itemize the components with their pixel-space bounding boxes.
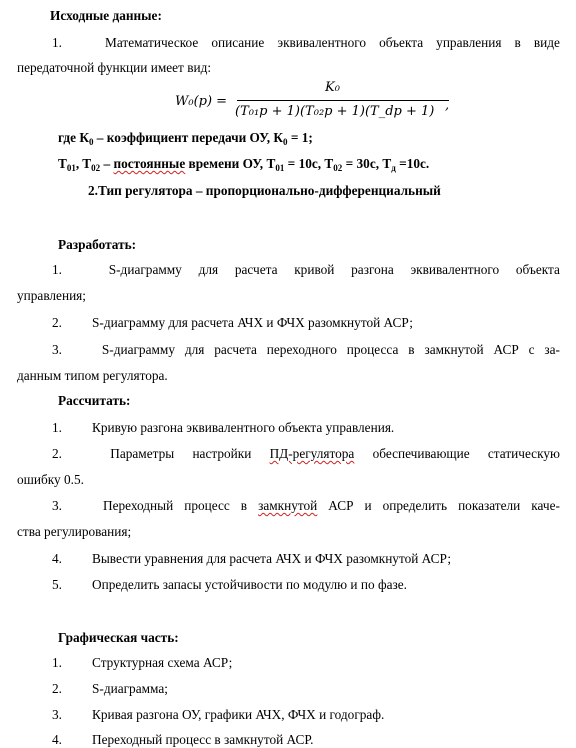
word: расчета bbox=[234, 262, 278, 277]
word: объекта bbox=[379, 35, 424, 50]
item-number: 1. bbox=[52, 262, 62, 277]
item-number: 1. bbox=[52, 655, 62, 670]
item-number: 4. bbox=[52, 732, 62, 747]
develop-item-1 bbox=[52, 262, 560, 278]
text: – bbox=[100, 156, 114, 171]
source-item-1-cont: передаточной функции имеет вид: bbox=[17, 60, 212, 75]
subscript: 01 bbox=[66, 163, 76, 173]
item-number: 3. bbox=[52, 498, 62, 513]
text: где К bbox=[58, 130, 89, 145]
item-text: Определить запасы устойчивости по модулю и по фазе. bbox=[92, 577, 407, 592]
word: определить bbox=[382, 498, 448, 513]
calc-item-5 bbox=[52, 577, 407, 593]
fraction-bar bbox=[237, 100, 449, 101]
word: описание bbox=[211, 35, 265, 50]
word: в bbox=[514, 35, 521, 50]
formula-tail: , bbox=[445, 98, 450, 113]
graph-item-3 bbox=[52, 707, 384, 723]
word: АСР bbox=[493, 342, 519, 357]
develop-item-3-cont: данным типом регулятора. bbox=[17, 368, 168, 383]
word: с bbox=[528, 342, 535, 357]
text: =10с. bbox=[395, 156, 430, 171]
word: для bbox=[198, 262, 219, 277]
word: замкнутой bbox=[258, 498, 318, 513]
item-number: 1. bbox=[52, 35, 62, 50]
item-text: S-диаграмму для расчета АЧХ и ФЧХ разомкнутой АСР; bbox=[92, 315, 413, 330]
item-text: Кривую разгона эквивалентного объекта управления. bbox=[92, 420, 395, 435]
word: Параметры bbox=[110, 446, 175, 461]
word: объекта bbox=[515, 262, 560, 277]
subscript: 02 bbox=[91, 163, 101, 173]
text: = 10с, T bbox=[284, 156, 334, 171]
subscript: 0 bbox=[283, 137, 288, 147]
word: статическую bbox=[487, 446, 560, 461]
word: расчета bbox=[214, 342, 257, 357]
word: Переходный bbox=[103, 498, 174, 513]
item-text: Переходный процесс в замкнутой АСР. bbox=[92, 732, 314, 747]
word: S-диаграмму bbox=[108, 262, 182, 277]
word: управления bbox=[436, 35, 502, 50]
word: для bbox=[184, 342, 205, 357]
text: времени ОУ, T bbox=[185, 156, 276, 171]
item-text: Вывести уравнения для расчета АЧХ и ФЧХ разомкнутой АСР; bbox=[92, 551, 452, 566]
text: постоянные bbox=[113, 156, 186, 171]
item-text: S-диаграмма; bbox=[92, 681, 168, 696]
calc-item-1 bbox=[52, 420, 394, 436]
calc-item-3-cont: ства регулирования; bbox=[17, 524, 132, 539]
word: АСР bbox=[328, 498, 354, 513]
source-heading: Исходные данные: bbox=[50, 8, 162, 23]
formula-lhs: W₀(p) = bbox=[175, 94, 228, 109]
develop-item-1-cont: управления; bbox=[17, 288, 86, 303]
word: Математическое bbox=[105, 35, 199, 50]
word: эквивалентного bbox=[277, 35, 367, 50]
text: = 30с, T bbox=[342, 156, 392, 171]
item-number: 5. bbox=[52, 577, 62, 592]
calc-item-2 bbox=[52, 446, 560, 462]
develop-item-3 bbox=[52, 342, 560, 358]
item-number: 3. bbox=[52, 342, 62, 357]
word: замкнутой bbox=[424, 342, 484, 357]
text: T bbox=[58, 156, 67, 171]
text: – коэффициент передачи ОУ, К bbox=[93, 130, 284, 145]
calculate-heading: Рассчитать: bbox=[58, 393, 131, 408]
calc-item-4 bbox=[52, 551, 451, 567]
text: = 1; bbox=[287, 130, 313, 145]
word: в bbox=[408, 342, 415, 357]
word: в bbox=[240, 498, 248, 513]
word: эквивалентного bbox=[410, 262, 500, 277]
calc-item-2-cont: ошибку 0.5. bbox=[17, 472, 84, 487]
item-number: 3. bbox=[52, 707, 62, 722]
item-number: 1. bbox=[52, 420, 62, 435]
item-number: 2. bbox=[52, 446, 62, 461]
word: кривой bbox=[294, 262, 335, 277]
graph-item-2 bbox=[52, 681, 168, 697]
graph-item-1 bbox=[52, 655, 232, 671]
word: каче- bbox=[531, 498, 560, 513]
graphic-heading: Графическая часть: bbox=[58, 630, 179, 645]
word: процесс bbox=[184, 498, 230, 513]
subscript: 0 bbox=[88, 137, 94, 147]
transfer-function-formula bbox=[175, 80, 465, 124]
word: S-диаграмму bbox=[101, 342, 175, 357]
calc-item-3 bbox=[52, 498, 560, 514]
item-text: Кривая разгона ОУ, графики АЧХ, ФЧХ и годограф. bbox=[92, 707, 385, 722]
formula-denominator: (T₀₁p + 1)(T₀₂p + 1)(T_dp + 1) bbox=[235, 104, 435, 119]
develop-item-2 bbox=[52, 315, 413, 331]
word: за- bbox=[544, 342, 560, 357]
subscript: 01 bbox=[275, 163, 285, 173]
item-text: Структурная схема АСР; bbox=[92, 655, 233, 670]
word: обеспечивающие bbox=[372, 446, 470, 461]
item-number: 4. bbox=[52, 551, 62, 566]
subscript: д bbox=[391, 163, 396, 173]
item-number: 2. bbox=[52, 681, 62, 696]
word: виде bbox=[533, 35, 560, 50]
graph-item-4 bbox=[52, 732, 313, 748]
coefficient-line bbox=[58, 130, 313, 150]
item-number: 2. bbox=[52, 315, 62, 330]
word: переходного bbox=[266, 342, 337, 357]
word: и bbox=[364, 498, 372, 513]
formula-numerator: K₀ bbox=[325, 80, 340, 95]
time-constants-line bbox=[58, 156, 429, 176]
word: настройки bbox=[192, 446, 252, 461]
text: , T bbox=[75, 156, 92, 171]
word: ПД-регулятора bbox=[269, 446, 355, 461]
word: показатели bbox=[458, 498, 521, 513]
regulator-type: 2.Тип регулятора – пропорционально-дифференциальный bbox=[88, 183, 441, 198]
source-item-1 bbox=[52, 35, 560, 51]
word: разгона bbox=[351, 262, 394, 277]
word: процесса bbox=[346, 342, 399, 357]
subscript: 02 bbox=[333, 163, 343, 173]
develop-heading: Разработать: bbox=[58, 237, 137, 252]
